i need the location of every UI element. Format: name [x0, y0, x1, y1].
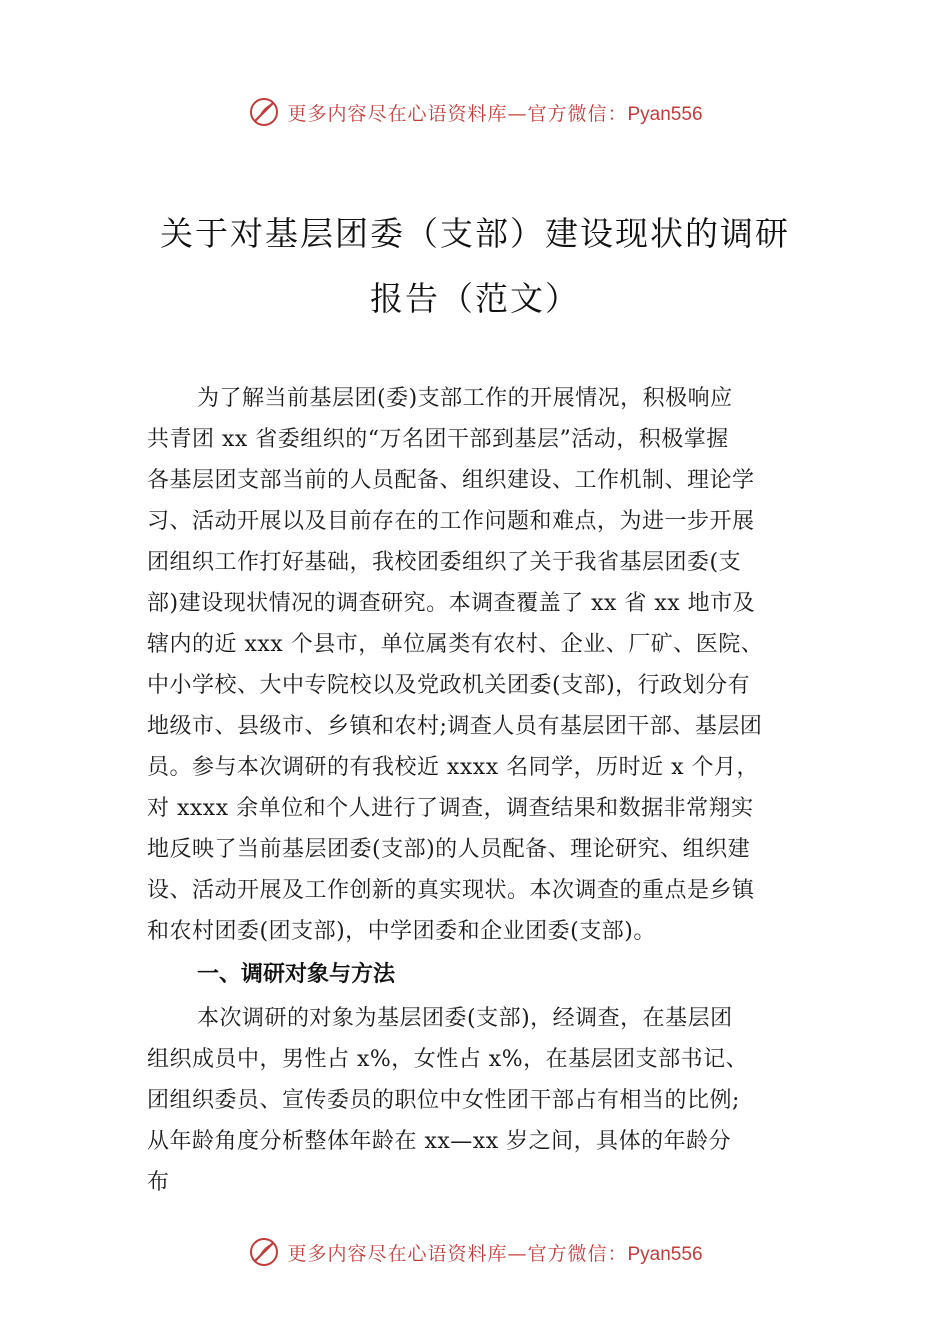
paragraph-line: 各基层团支部当前的人员配备、组织建设、工作机制、理论学: [147, 468, 755, 493]
paragraph-line: 组织成员中，男性占 x%，女性占 x%，在基层团支部书记、: [147, 1047, 749, 1072]
paragraph-line: 和农村团委(团支部)，中学团委和企业团委(支部)。: [147, 919, 656, 944]
paragraph-line: 布: [147, 1170, 170, 1195]
paragraph-line: 团组织工作打好基础，我校团委组织了关于我省基层团委(支: [147, 550, 742, 575]
paragraph-line: 员。参与本次调研的有我校近 xxxx 名同学，历时近 x 个月，: [147, 755, 760, 780]
paragraph-line: 习、活动开展以及目前存在的工作问题和难点，为进一步开展: [147, 509, 755, 534]
watermark-id: Pyan556: [627, 1243, 703, 1265]
paragraph-line: 地反映了当前基层团委(支部)的人员配备、理论研究、组织建: [147, 837, 751, 862]
paragraph-line: 地级市、县级市、乡镇和农村;调查人员有基层团干部、基层团: [147, 714, 763, 739]
footer-watermark: [0, 1232, 950, 1272]
watermark-text: 更多内容尽在心语资料库—官方微信：Pyan556: [287, 1242, 703, 1265]
watermark-text: 更多内容尽在心语资料库—官方微信：Pyan556: [287, 102, 703, 125]
paragraph-line: 为了解当前基层团(委)支部工作的开展情况，积极响应: [197, 386, 733, 411]
quill-logo-icon: [247, 1235, 281, 1269]
document-title-line-2: 报告（范文）: [370, 279, 580, 318]
paragraph-line: 中小学校、大中专院校以及党政机关团委(支部)，行政划分有: [147, 673, 751, 698]
paragraph-line: 从年龄角度分析整体年龄在 xx—xx 岁之间，具体的年龄分: [147, 1129, 732, 1154]
paragraph-line: 本次调研的对象为基层团委(支部)，经调查，在基层团: [197, 1006, 733, 1031]
quill-logo-icon: [247, 95, 281, 129]
paragraph-line: 辖内的近 xxx 个县市，单位属类有农村、企业、厂矿、医院、: [147, 632, 764, 657]
watermark-id: Pyan556: [627, 103, 703, 125]
paragraph-line: 对 xxxx 余单位和个人进行了调查，调查结果和数据非常翔实: [147, 796, 754, 821]
paragraph-line: 部)建设现状情况的调查研究。本调查覆盖了 xx 省 xx 地市及: [147, 591, 756, 616]
header-watermark: [0, 92, 950, 132]
paragraph-line: 设、活动开展及工作创新的真实现状。本次调查的重点是乡镇: [147, 878, 755, 903]
paragraph-line: 共青团 xx 省委组织的“万名团干部到基层”活动，积极掌握: [147, 427, 729, 452]
paragraph-line: 团组织委员、宣传委员的职位中女性团干部占有相当的比例;: [147, 1088, 740, 1113]
section-heading: 一、调研对象与方法: [197, 962, 396, 987]
document-title-line-1: 关于对基层团委（支部）建设现状的调研: [160, 214, 790, 253]
